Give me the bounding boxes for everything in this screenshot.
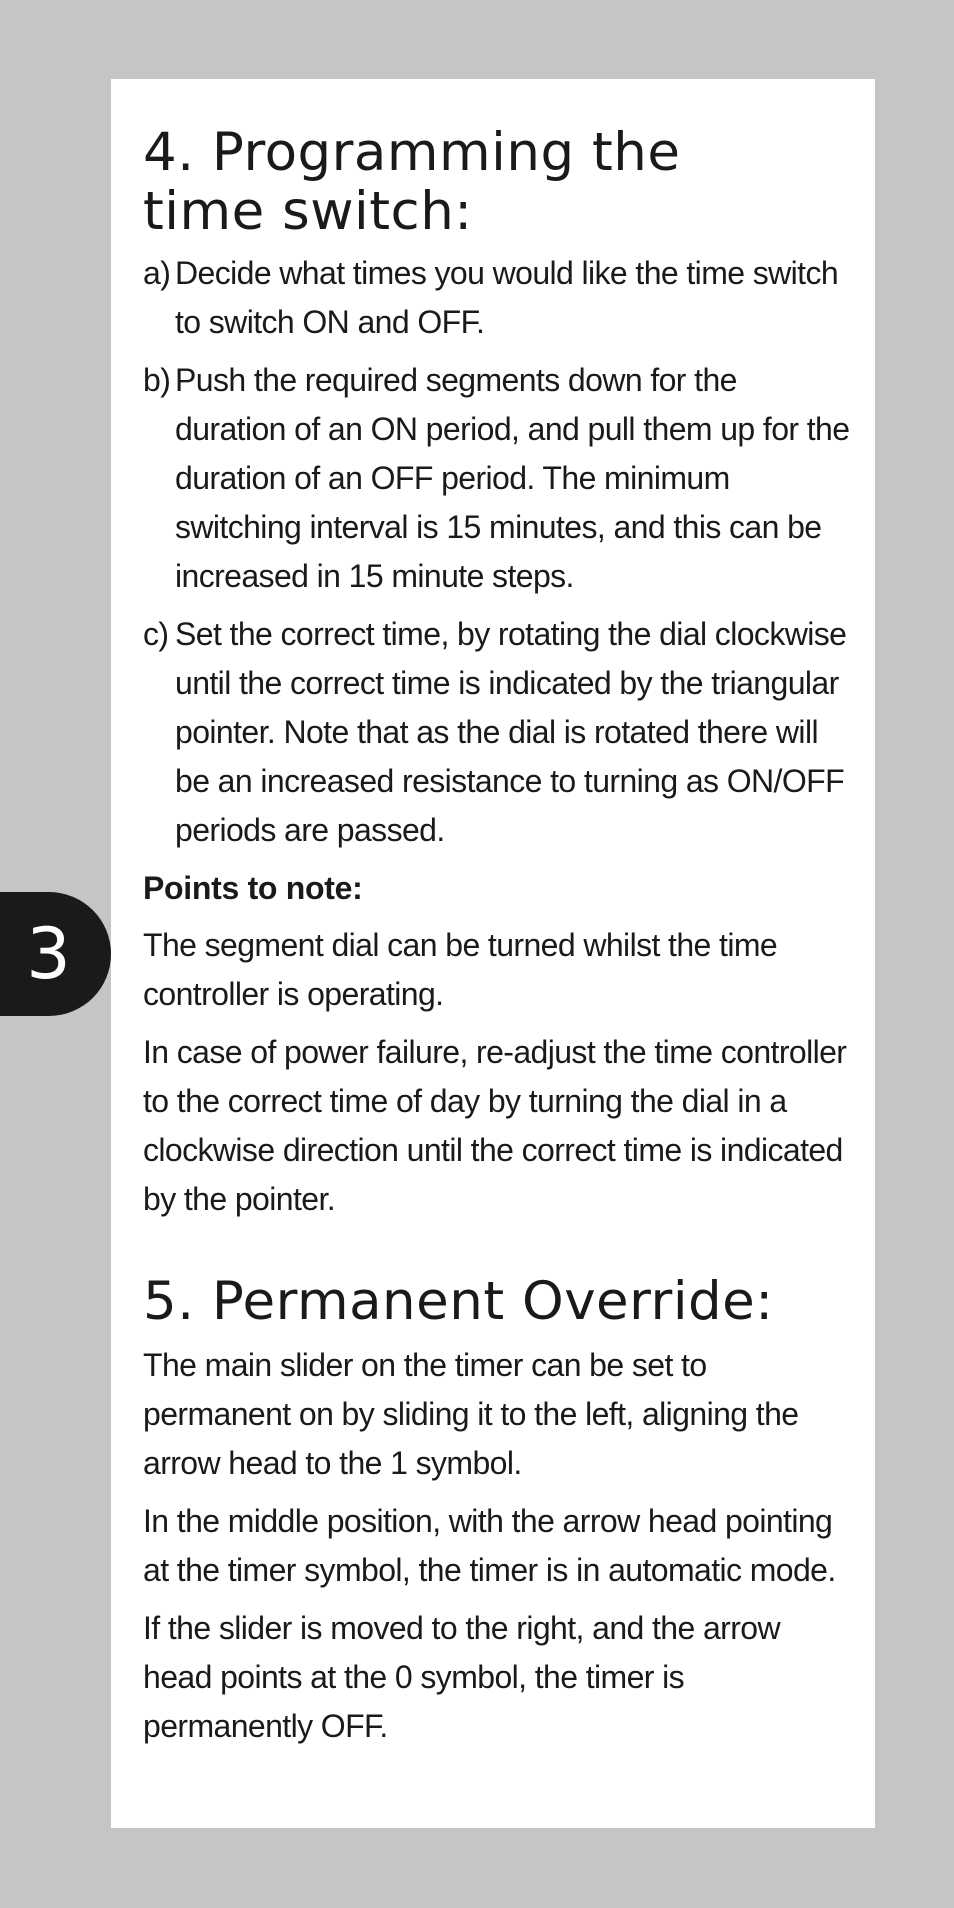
page-number-tab [0,892,111,1016]
section-5-title: 5. Permanent Override: [143,1271,774,1332]
section-5-body [143,1341,855,1751]
list-item-marker: a) [143,255,171,291]
list-item [143,249,855,347]
note-paragraph: In case of power failure, re-adjust the time controller to the correct time of day by turning the dial in a clockwise direction until the correct time is indicated by the pointer. [143,1034,847,1217]
section-4-title [143,123,855,241]
notes-heading: Points to note: [143,870,363,906]
override-paragraph: In the middle position, with the arrow head pointing at the timer symbol, the timer is in automatic mode. [143,1503,836,1588]
note-paragraph: The segment dial can be turned whilst the time controller is operating. [143,927,778,1012]
list-item-marker: c) [143,616,169,652]
instruction-list [143,249,855,855]
page-number: 3 [26,913,71,995]
list-item-text: Set the correct time, by rotating the dial clockwise until the correct time is indicated by the triangular pointer. Note that as the dial is rotated there will be an increased resistance to turning as ON/OFF periods are passed. [175,616,847,848]
list-item-text: Push the required segments down for the duration of an ON period, and pull them up for the duration of an OFF period. The minimum switching interval is 15 minutes, and this can be increased in 15 minute steps. [175,362,850,594]
document-page [111,79,875,1828]
list-item-marker: b) [143,362,171,398]
override-paragraph: The main slider on the timer can be set to permanent on by sliding it to the left, aligning the arrow head to the 1 symbol. [143,1347,799,1481]
override-paragraph: If the slider is moved to the right, and the arrow head points at the 0 symbol, the timer is permanently OFF. [143,1610,781,1744]
section-4-title-line2: time switch: [143,181,473,242]
section-4-title-line1: 4. Programming the [143,122,681,183]
list-item [143,356,855,601]
list-item-text: Decide what times you would like the time switch to switch ON and OFF. [175,255,839,340]
list-item [143,610,855,855]
